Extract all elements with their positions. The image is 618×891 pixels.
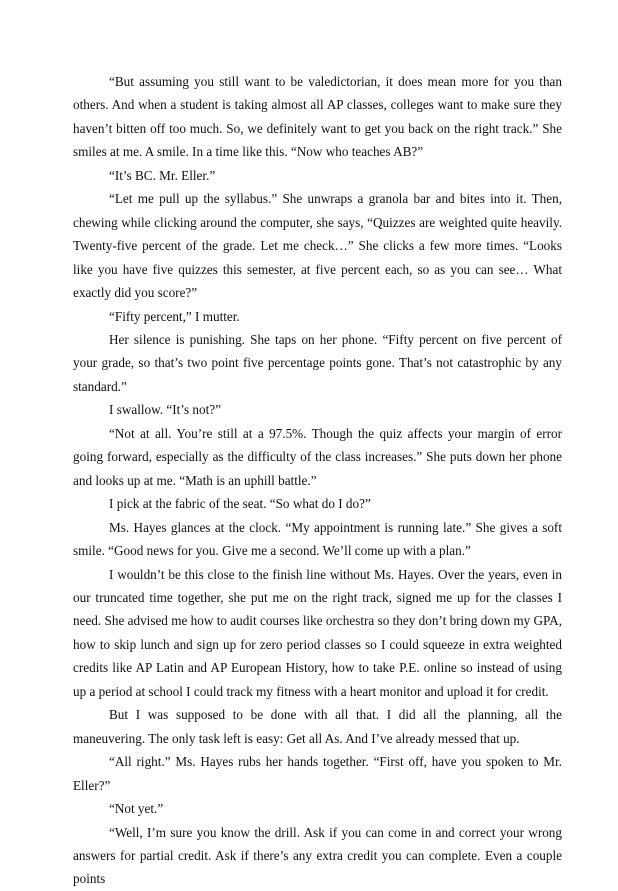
paragraph: “All right.” Ms. Hayes rubs her hands together. “First off, have you spoken to Mr. Eller?” [73, 754, 562, 793]
paragraph: Her silence is punishing. She taps on her phone. “Fifty percent on five percent of your grade, so that’s two point five percentage points gone. That’s not catastrophic by any standard.” [73, 331, 562, 394]
paragraph: “Fifty percent,” I mutter. [109, 308, 240, 324]
paragraph: “Well, I’m sure you know the drill. Ask if you can come in and correct your wrong answers for partial credit. Ask if there’s any extra credit you can complete. Even a couple points [73, 824, 562, 887]
paragraph: I swallow. “It’s not?” [109, 402, 221, 418]
paragraph: I pick at the fabric of the seat. “So what do I do?” [109, 496, 371, 512]
paragraph: But I was supposed to be done with all that. I did all the planning, all the maneuvering. The only task left is easy: Get all As. And I’ve already messed that up. [73, 707, 562, 746]
paragraph: I wouldn’t be this close to the finish line without Ms. Hayes. Over the years, even in our truncated time together, she put me on the right track, signed me up for the classes I need. She advised me how to audit courses like orchestra so they don’t bring down my GPA, how to skip lunch and sign up for zero period classes so I could squeeze in extra weighted credits like AP Latin and AP European History, how to take P.E. online so instead of using up a period at school I could track my fitness with a heart monitor and upload it for credit. [73, 566, 562, 699]
paragraph: “Let me pull up the syllabus.” She unwraps a granola bar and bites into it. Then, chewing while clicking around the computer, she says, “Quizzes are weighted quite heavily. Twenty-five percent of the grade. Let me check…” She clicks a few more times. “Looks like you have five quizzes this semester, at five percent each, so as you can see… What exactly did you score?” [73, 191, 562, 301]
paragraph: “It’s BC. Mr. Eller.” [109, 167, 216, 183]
paragraph: Ms. Hayes glances at the clock. “My appointment is running late.” She gives a soft smile. “Good news for you. Give me a second. We’ll come up with a plan.” [73, 519, 562, 559]
paragraph: “Not yet.” [109, 801, 164, 817]
paragraph: “But assuming you still want to be valedictorian, it does mean more for you than others. And when a student is taking almost all AP classes, colleges want to make sure they haven’t bitten off too much. So, we definitely want to get you back on the right track.” She smiles at me. A smile. In a time like this. “Now who teaches AB?” [73, 74, 562, 160]
paragraph: “Not at all. You’re still at a 97.5%. Though the quiz affects your margin of error going forward, especially as the difficulty of the class increases.” She puts down her phone and looks up at me. “Math is an uphill battle.” [73, 425, 562, 488]
